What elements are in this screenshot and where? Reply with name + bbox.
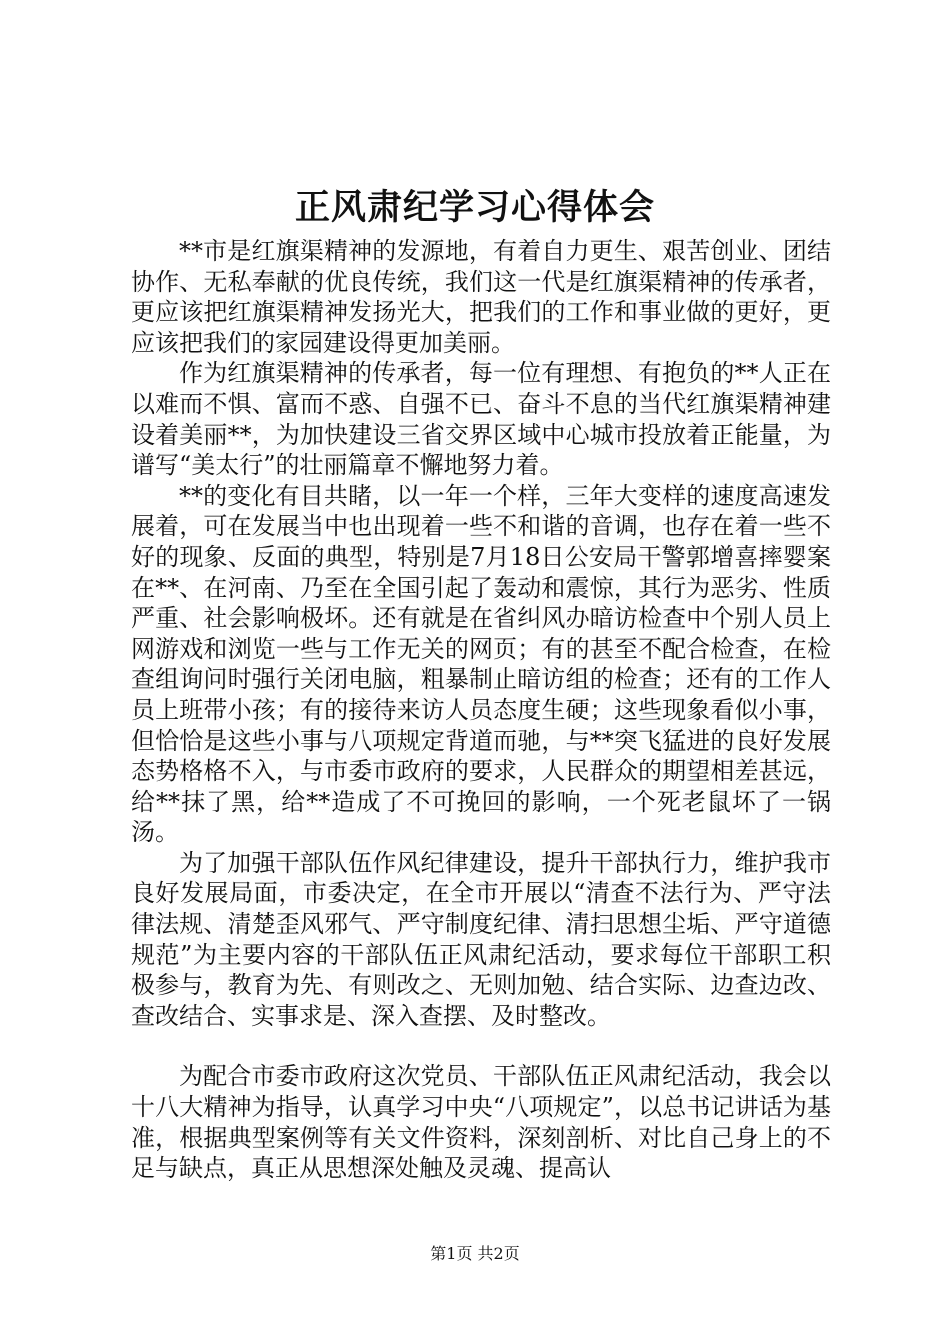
paragraph-4: 为了加强干部队伍作风纪律建设，提升干部执行力，维护我市良好发展局面，市委决定，在全市开展以“清查不法行为、严守法律法规、清楚歪风邪气、严守制度纪律、清扫思想尘垢、严守道德规范”为主要内容的干部队伍正风肃纪活动，要求每位干部职工积极参与，教育为先、有则改之、无则加勉、结合实际、边查边改、查改结合、实事求是、深入查摆、及时整改。 [131,848,831,1030]
paragraph-3: **的变化有目共睹，以一年一个样，三年大变样的速度高速发展着，可在发展当中也出现着一些不和谐的音调，也存在着一些不好的现象、反面的典型，特别是7月18日公安局干警郭增喜摔婴案在**、在河南、乃至在全国引起了轰动和震惊，其行为恶劣、性质严重、社会影响极坏。还有就是在省纠风办暗访检查中个别人员上网游戏和浏览一些与工作无关的网页；有的甚至不配合检查，在检查组询问时强行关闭电脑，粗暴制止暗访组的检查；还有的工作人员上班带小孩；有的接待来访人员态度生硬；这些现象看似小事，但恰恰是这些小事与八项规定背道而驰，与**突飞猛进的良好发展态势格格不入，与市委市政府的要求，人民群众的期望相差甚远，给**抹了黑，给**造成了不可挽回的影响，一个死老鼠坏了一锅汤。 [131,481,831,847]
page-footer: 第1页 共2页 [430,1244,520,1263]
paragraph-1: **市是红旗渠精神的发源地，有着自力更生、艰苦创业、团结协作、无私奉献的优良传统，我们这一代是红旗渠精神的传承者，更应该把红旗渠精神发扬光大，把我们的工作和事业做的更好，更应该把我们的家园建设得更加美丽。 [131,237,831,357]
document-title: 正风肃纪学习心得体会 [294,187,655,228]
paragraph-2: 作为红旗渠精神的传承者，每一位有理想、有抱负的**人正在以难而不惧、富而不惑、自强不已、奋斗不息的当代红旗渠精神建设着美丽**，为加快建设三省交界区域中心城市投放着正能量，为谱写“美太行”的壮丽篇章不懈地努力着。 [131,359,831,480]
paragraph-5: 为配合市委市政府这次党员、干部队伍正风肃纪活动，我会以十八大精神为指导，认真学习中央“八项规定”，以总书记讲话为基准，根据典型案例等有关文件资料，深刻剖析、对比自己身上的不足与缺点，真正从思想深处触及灵魂、提高认 [131,1062,831,1183]
document-body [131,236,831,1184]
